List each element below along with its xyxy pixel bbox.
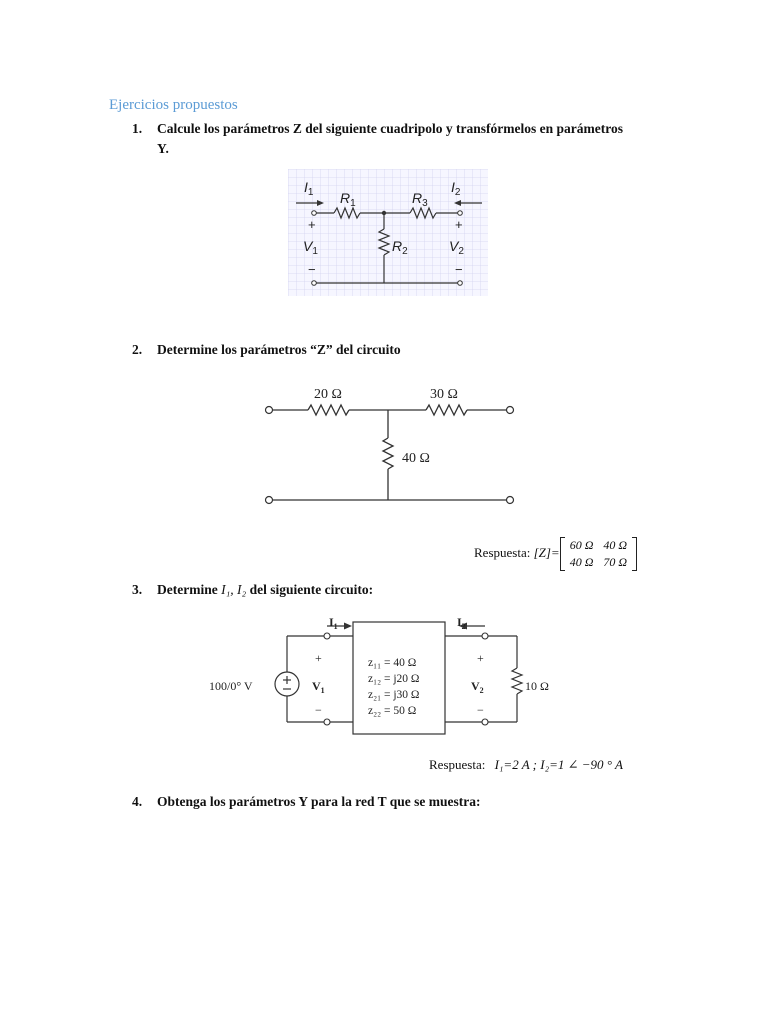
answer-lhs: [Z]= [533, 544, 560, 560]
label-r1: $R_1$ [340, 190, 356, 209]
question-number: 3. [132, 582, 143, 597]
question-number: 2. [132, 342, 143, 357]
minus-left: − [315, 703, 322, 717]
plus-left: + [315, 651, 322, 665]
question-number: 4. [132, 794, 143, 809]
label-v2: $V_2$ [449, 238, 464, 257]
circuit-3-diagram [205, 612, 549, 740]
z12-label: z₁₂ = j20 Ω [368, 673, 420, 685]
matrix-cell: 40 Ω [603, 538, 628, 552]
answer-3 [429, 757, 623, 773]
matrix-cell: 60 Ω [569, 538, 594, 552]
plus-right: + [477, 651, 484, 665]
label-v1: $V_1$ [303, 238, 318, 257]
matrix-cell: 70 Ω [603, 555, 628, 569]
label-i2: $I_2$ [451, 179, 461, 198]
resistor-30-label: 30 Ω [430, 387, 458, 402]
question-text: Determine los parámetros “Z” del circuito [157, 342, 401, 357]
answer-value: I₁=2 A ; I₂=1 ∠ −90 ° A [494, 757, 623, 772]
plus-left: + [308, 217, 316, 232]
question-text: Obtenga los parámetros Y para la red T que se muestra: [157, 794, 481, 809]
plus-right: + [455, 217, 463, 232]
label-v1: $V_1$ [312, 679, 325, 695]
question-text: Determine I₁, I₂ del siguiente circuito: [157, 582, 374, 597]
z22-label: z₂₂ = 50 Ω [368, 705, 417, 717]
circuit-2-diagram [258, 380, 523, 515]
label-r2: $R_2$ [392, 238, 408, 257]
label-i1: $I_1$ [304, 179, 314, 198]
z11-label: z₁₁ = 40 Ω [368, 657, 417, 669]
question-text: Calcule los parámetros Z del siguiente cuadripolo y transfórmelos en parámetros Y. [157, 121, 623, 156]
z-matrix [560, 537, 637, 571]
circuit-1-diagram [288, 169, 488, 296]
answer-2 [474, 537, 637, 571]
resistor-20-label: 20 Ω [314, 387, 342, 402]
answer-label: Respuesta: [429, 757, 486, 772]
minus-left: − [308, 262, 316, 277]
resistor-40-label: 40 Ω [402, 451, 430, 466]
question-number: 1. [132, 121, 143, 136]
section-heading: Ejercicios propuestos [109, 97, 238, 113]
matrix-cell: 40 Ω [569, 555, 594, 569]
minus-right: − [477, 703, 484, 717]
label-r3: $R_3$ [412, 190, 428, 209]
load-label: 10 Ω [525, 679, 549, 693]
z21-label: z₂₁ = j30 Ω [368, 689, 420, 701]
label-i1: $I_1$ [329, 615, 338, 631]
answer-label: Respuesta: [474, 544, 531, 560]
source-label: 100/0° V [209, 679, 253, 693]
label-i2: $I_2$ [457, 615, 466, 631]
minus-right: − [455, 262, 463, 277]
label-v2: $V_2$ [471, 679, 484, 695]
